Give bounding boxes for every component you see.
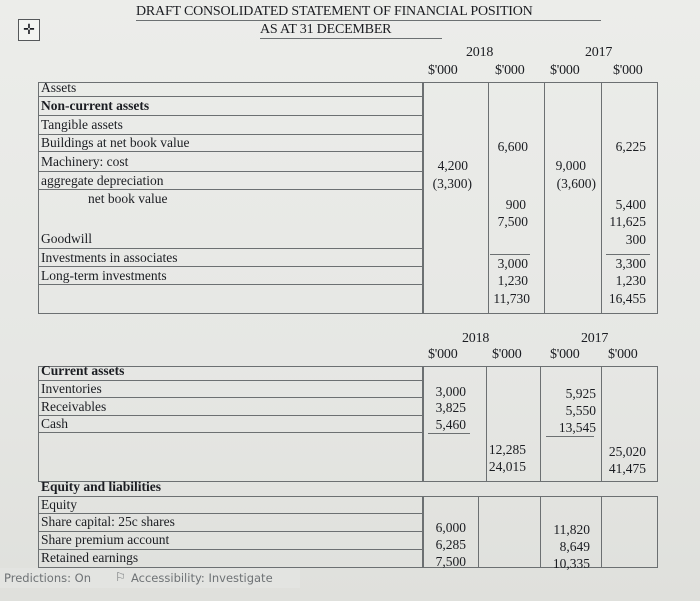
- year-2017-header: 2017: [585, 45, 613, 60]
- table-move-handle-icon[interactable]: ✛: [18, 19, 40, 41]
- row-label: Inventories: [41, 381, 102, 396]
- value-cell: 9,000: [555, 158, 586, 173]
- value-cell: 1,230: [615, 273, 646, 288]
- row-label: Receivables: [41, 399, 107, 414]
- value-cell: 7,500: [435, 554, 466, 569]
- row-label: Tangible assets: [41, 117, 123, 132]
- value-cell: 3,000: [435, 384, 466, 399]
- row-label: Retained earnings: [41, 550, 139, 565]
- value-cell: 5,400: [615, 197, 646, 212]
- value-cell: 24,015: [488, 459, 526, 474]
- value-cell: 41,475: [608, 461, 646, 476]
- row-label: Non-current assets: [41, 98, 150, 113]
- value-cell: 3,825: [435, 400, 466, 415]
- status-bar: [0, 568, 300, 588]
- year-2017-header: 2017: [581, 331, 609, 346]
- value-cell: 300: [625, 232, 646, 247]
- row-label: Assets: [41, 80, 77, 95]
- row-label: net book value: [88, 191, 168, 206]
- row-label: Goodwill: [41, 231, 93, 246]
- value-cell: 3,000: [497, 256, 528, 271]
- row-label: Buildings at net book value: [41, 135, 190, 150]
- value-cell: 6,600: [497, 139, 528, 154]
- value-cell: 1,230: [497, 273, 528, 288]
- unit-header: $'000: [495, 63, 525, 78]
- row-label: Share capital: 25c shares: [41, 514, 175, 529]
- value-cell: 11,820: [553, 522, 590, 537]
- unit-header: $'000: [428, 63, 458, 78]
- statement-subtitle: AS AT 31 DECEMBER: [260, 22, 392, 37]
- unit-header: $'000: [608, 347, 638, 362]
- value-cell: 6,000: [435, 520, 466, 535]
- value-cell: 4,200: [437, 158, 468, 173]
- row-label: aggregate depreciation: [41, 173, 164, 188]
- unit-header: $'000: [613, 63, 643, 78]
- value-cell: 5,460: [435, 417, 466, 432]
- value-cell: 12,285: [488, 442, 526, 457]
- value-cell: 13,545: [558, 420, 596, 435]
- value-cell: 11,730: [493, 291, 530, 306]
- row-label: Current assets: [41, 363, 125, 378]
- accessibility-status[interactable]: Accessibility: Investigate: [131, 571, 273, 585]
- row-label: Cash: [41, 416, 68, 431]
- value-cell: 6,285: [435, 537, 466, 552]
- value-cell: 8,649: [559, 539, 590, 554]
- value-cell: 6,225: [615, 139, 646, 154]
- value-cell: 3,300: [615, 256, 646, 271]
- value-cell: 10,335: [552, 556, 590, 571]
- unit-header: $'000: [428, 347, 458, 362]
- statement-title: DRAFT CONSOLIDATED STATEMENT OF FINANCIAL POSITION: [136, 4, 533, 19]
- value-cell: 16,455: [608, 291, 646, 306]
- unit-header: $'000: [550, 347, 580, 362]
- value-cell: 25,020: [608, 444, 646, 459]
- year-2018-header: 2018: [466, 45, 494, 60]
- value-cell: 5,925: [565, 386, 596, 401]
- row-label: Long-term investments: [41, 268, 167, 283]
- predictions-status[interactable]: Predictions: On: [4, 571, 91, 585]
- value-cell: 900: [505, 197, 526, 212]
- value-cell: 5,550: [565, 403, 596, 418]
- unit-header: $'000: [550, 63, 580, 78]
- row-label: Machinery: cost: [41, 154, 129, 169]
- row-label: Equity: [41, 497, 77, 512]
- value-cell: 11,625: [609, 214, 646, 229]
- row-label: Share premium account: [41, 532, 170, 547]
- value-cell: 7,500: [497, 214, 528, 229]
- value-cell: (3,600): [556, 176, 596, 191]
- accessibility-icon: ⚐: [115, 570, 126, 584]
- year-2018-header: 2018: [462, 331, 490, 346]
- unit-header: $'000: [492, 347, 522, 362]
- value-cell: (3,300): [432, 176, 472, 191]
- row-label: Investments in associates: [41, 250, 178, 265]
- row-label: Equity and liabilities: [41, 479, 162, 494]
